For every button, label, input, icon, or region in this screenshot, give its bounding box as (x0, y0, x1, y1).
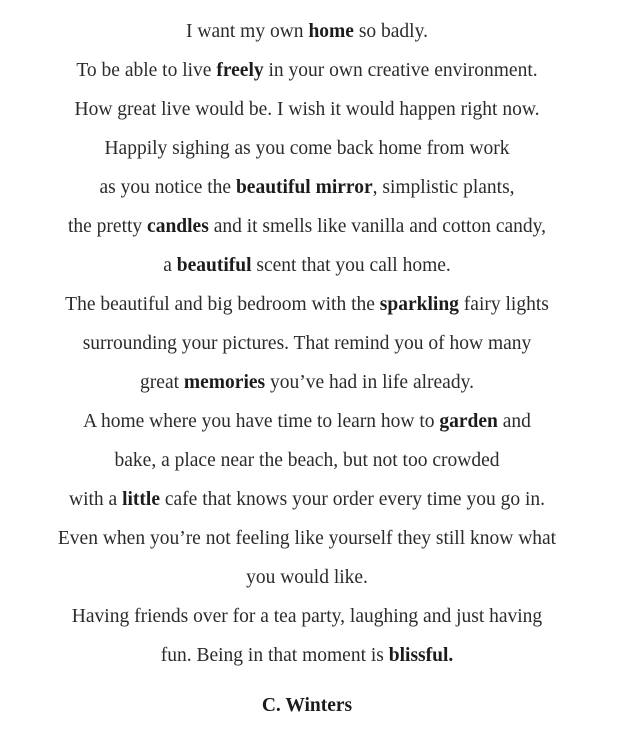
emphasized-word: beautiful (176, 255, 252, 276)
line-text: scent that you call home. (251, 255, 451, 276)
line-text: surrounding your pictures. That remind you of how many (82, 333, 532, 354)
line-text: you’ve had in life already. (265, 372, 474, 393)
poem-line (0, 636, 614, 675)
line-text: A home where you have time to learn how to (83, 411, 440, 432)
line-text: a (163, 255, 177, 276)
line-text: you would like. (246, 567, 368, 588)
poem-line (0, 285, 614, 324)
line-text: To be able to live (76, 60, 217, 81)
emphasized-word: blissful. (388, 645, 454, 666)
poem-line (0, 129, 614, 168)
line-text: Even when you’re not feeling like yourself they still know what (57, 528, 557, 549)
poem-line (0, 51, 614, 90)
poem-line (0, 90, 614, 129)
poem-line (0, 441, 614, 480)
emphasized-word: sparkling (379, 294, 459, 315)
poem-line (0, 597, 614, 636)
author-signature: C. Winters (261, 695, 353, 716)
poem-line (0, 558, 614, 597)
line-text: and it smells like vanilla and cotton candy, (208, 216, 547, 237)
line-text: Having friends over for a tea party, laughing and just having (71, 606, 543, 627)
poem-lines (0, 12, 614, 675)
emphasized-word: home (308, 21, 354, 42)
poem-line (0, 246, 614, 285)
poem-line (0, 207, 614, 246)
poem-line (0, 480, 614, 519)
poem-body (0, 12, 614, 721)
line-text: as you notice the (99, 177, 236, 198)
line-text: Happily sighing as you come back home from work (104, 138, 510, 159)
emphasized-word: freely (216, 60, 264, 81)
poem-line (0, 12, 614, 51)
line-text: , simplistic plants, (372, 177, 515, 198)
line-text: How great live would be. I wish it would happen right now. (74, 99, 540, 120)
line-text: bake, a place near the beach, but not too crowded (114, 450, 500, 471)
line-text: cafe that knows your order every time you go in. (159, 489, 545, 510)
line-text: so badly. (353, 21, 428, 42)
emphasized-word: beautiful mirror (235, 177, 373, 198)
emphasized-word: little (122, 489, 160, 510)
line-text: fun. Being in that moment is (160, 645, 389, 666)
emphasized-word: candles (147, 216, 209, 237)
emphasized-word: garden (439, 411, 498, 432)
line-text: in your own creative environment. (263, 60, 538, 81)
line-text: The beautiful and big bedroom with the (65, 294, 380, 315)
line-text: and (497, 411, 531, 432)
poem-line (0, 402, 614, 441)
poem-line (0, 363, 614, 402)
poem-line (0, 519, 614, 558)
line-text: I want my own (186, 21, 309, 42)
line-text: great (140, 372, 184, 393)
line-text: with a (69, 489, 123, 510)
line-text: fairy lights (458, 294, 549, 315)
emphasized-word: memories (183, 372, 266, 393)
poem-line (0, 324, 614, 363)
poem-line (0, 168, 614, 207)
line-text: the pretty (67, 216, 148, 237)
